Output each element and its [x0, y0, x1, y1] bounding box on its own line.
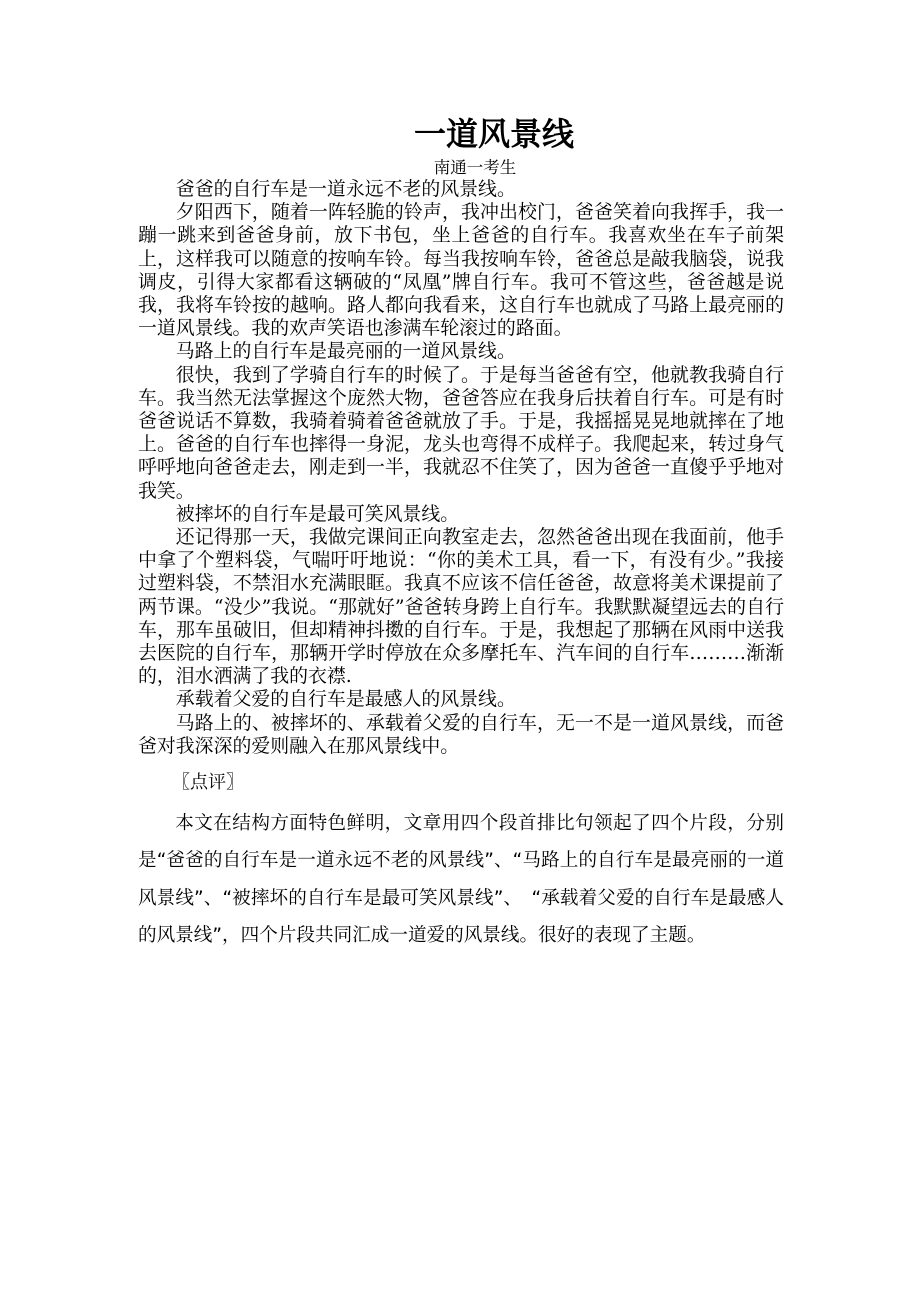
paragraph: 还记得那一天，我做完课间正向教室走去，忽然爸爸出现在我面前，他手中拿了个塑料袋，气喘吁吁地说：“你的美术工具，看一下，有没有少。”我接过塑料袋，不禁泪水充满眼眶。我真不应该不信任爸爸，故意将美术课提前了两节课。“没少”我说。“那就好”爸爸转身跨上自行车。我默默凝望远去的自行车，那车虽破旧，但却精神抖擞的自行车。于是，我想起了那辆在风雨中送我去医院的自行车，那辆开学时停放在众多摩托车、汽车间的自行车………渐渐的，泪水洒满了我的衣襟. [138, 526, 784, 688]
paragraph: 承载着父爱的自行车是最感人的风景线。 [175, 688, 516, 711]
document-title: 一道风景线 [413, 115, 574, 153]
paragraph: 马路上的自行车是最亮丽的一道风景线。 [175, 340, 516, 363]
paragraph: 马路上的、被摔坏的、承载着父爱的自行车，无一不是一道风景线，而爸爸对我深深的爱则融入在那风景线中。 [138, 711, 784, 757]
paragraph: 爸爸的自行车是一道永远不老的风景线。 [175, 178, 516, 200]
author-line: 南通一考生 [433, 158, 517, 177]
paragraph: 夕阳西下，随着一阵轻脆的铃声，我冲出校门，爸爸笑着向我挥手，我一蹦一跳来到爸爸身前，放下书包，坐上爸爸的自行车。我喜欢坐在车子前架上，这样我可以随意的按响车铃。每当我按响车铃，爸爸总是敲我脑袋，说我调皮，引得大家都看这辆破的“凤凰”牌自行车。我可不管这些，爸爸越是说我，我将车铃按的越响。路人都向我看来，这自行车也就成了马路上最亮丽的一道风景线。我的欢声笑语也渗满车轮滚过的路面。 [138, 201, 784, 340]
paragraph: 被摔坏的自行车是最可笑风景线。 [175, 502, 460, 525]
paragraph: 很快，我到了学骑自行车的时候了。于是每当爸爸有空，他就教我骑自行车。我当然无法掌握这个庞然大物，爸爸答应在我身后扶着自行车。可是有时爸爸说话不算数，我骑着骑着爸爸就放了手。于是，我摇摇晃晃地就摔在了地上。爸爸的自行车也摔得一身泥，龙头也弯得不成样子。我爬起来，转过身气呼呼地向爸爸走去，刚走到一半，我就忍不住笑了，因为爸爸一直傻乎乎地对我笑。 [138, 363, 784, 502]
review-heading: 〖点评〗 [172, 772, 244, 793]
review-text: 本文在结构方面特色鲜明，文章用四个段首排比句领起了四个片段，分别是“爸爸的自行车是一道永远不老的风景线”、“马路上的自行车是最亮丽的一道风景线”、“被摔坏的自行车是最可笑风景线”、 “承载着父爱的自行车是最感人的风景线”，四个片段共同汇成一道爱的风景线。很好的表现了主题。 [138, 813, 784, 946]
essay-body [138, 178, 784, 758]
